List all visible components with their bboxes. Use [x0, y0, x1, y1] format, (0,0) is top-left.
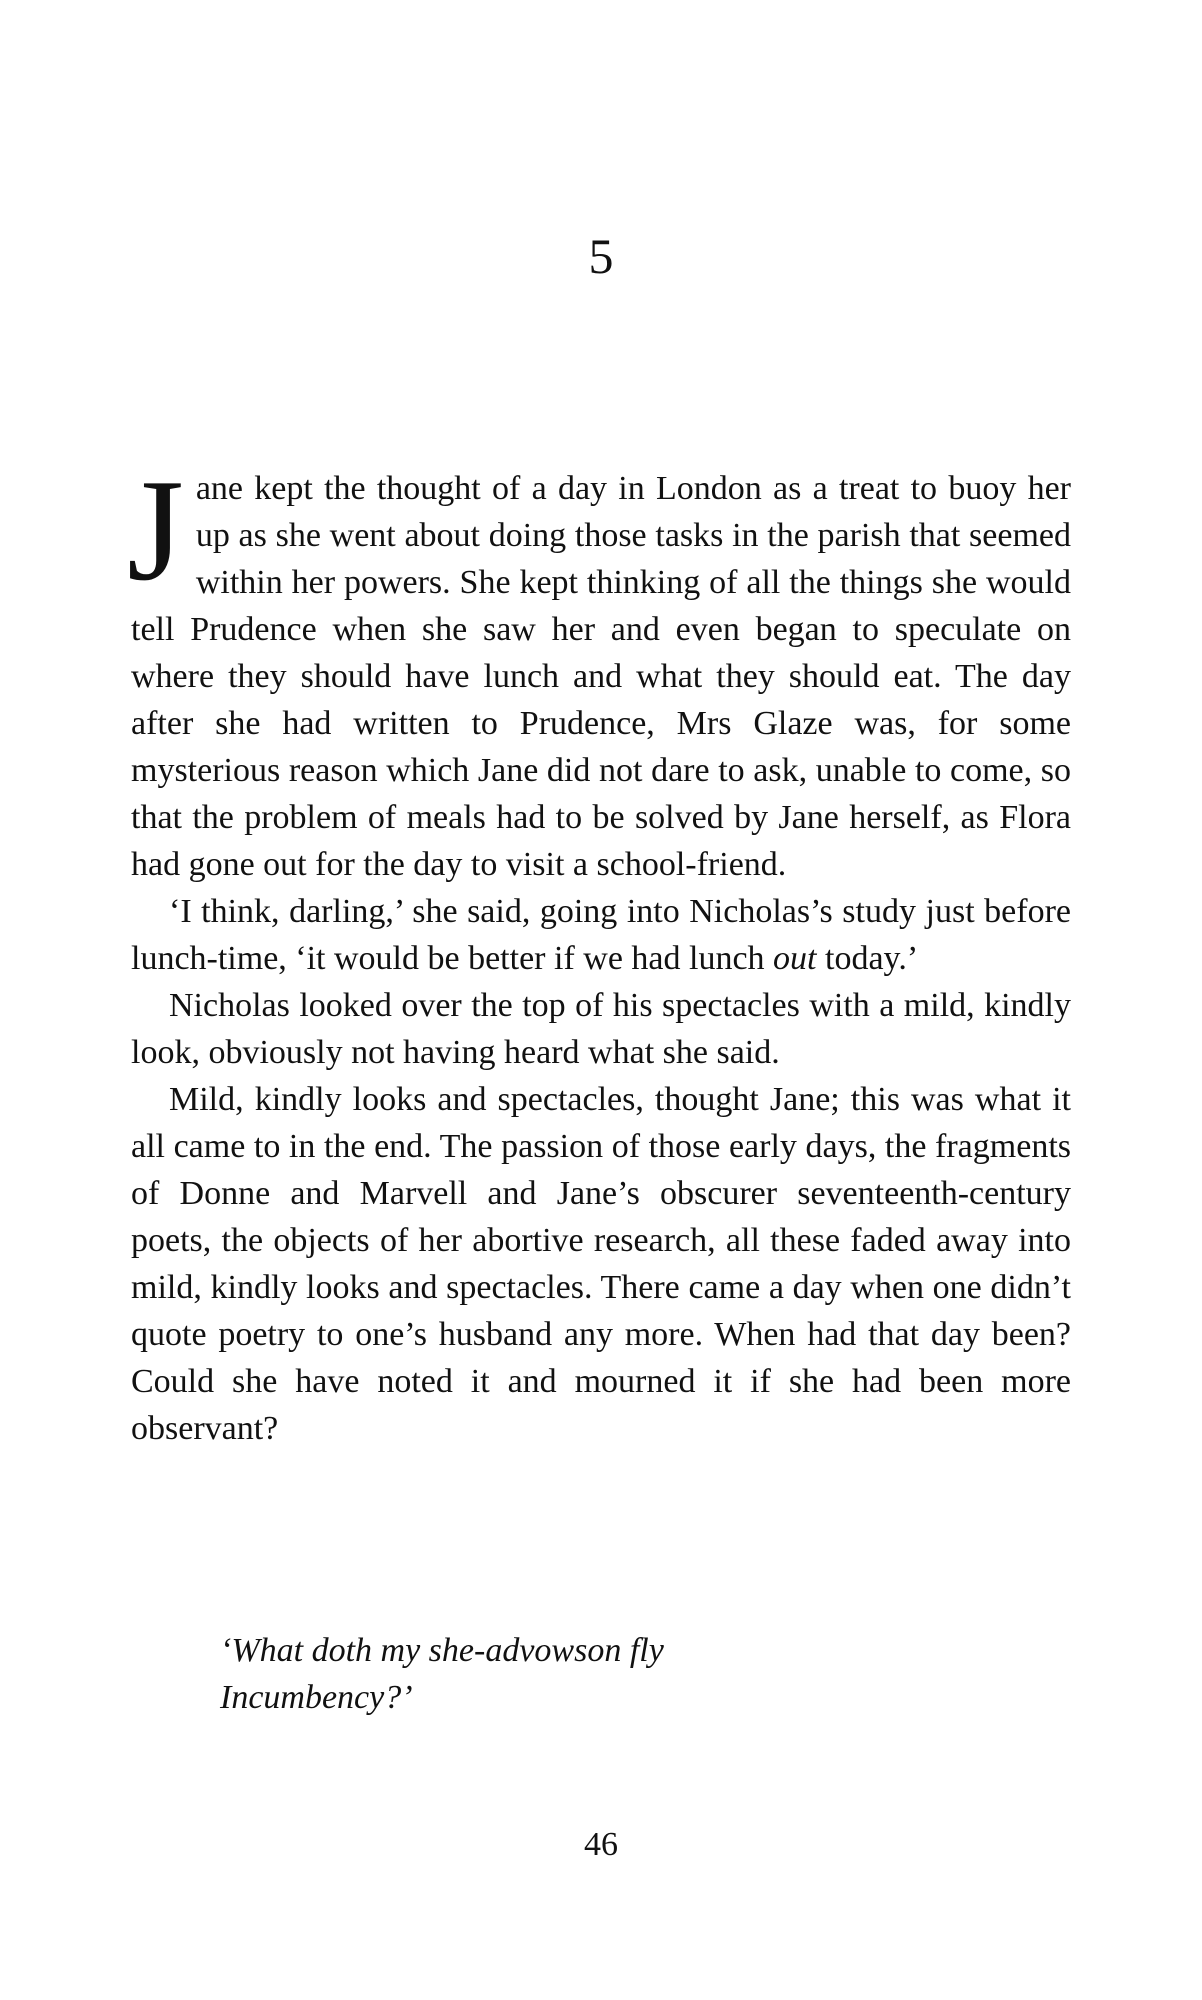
paragraph-1 — [127, 449, 1071, 888]
paragraph-2-text-before: ‘I think, darling,’ she said, going into Nicholas’s study just before lunch-time, ‘it would be better if we had lunch — [131, 893, 1071, 977]
verse-line-1: ‘What doth my she-advowson fly — [220, 1632, 664, 1669]
chapter-number: 5 — [588, 228, 614, 284]
verse-line-2: Incumbency?’ — [220, 1679, 413, 1716]
page-number: 46 — [584, 1826, 618, 1863]
paragraph-2-text-after: today.’ — [816, 940, 919, 977]
paragraph-1-text: ane kept the thought of a day in London as a treat to buoy her up as she went about doing those tasks in the parish that seemed within her powers. She kept thinking of all the things she would tell Prudence when she saw her and even began to speculate on where they should have lunch and what they should eat. The day after she had written to Prudence, Mrs Glaze was, for some mysterious reason which Jane did not dare to ask, unable to come, so that the problem of meals had to be solved by Jane herself, as Flora had gone out for the day to visit a school-friend. — [131, 470, 1071, 883]
paragraph-3: Nicholas looked over the top of his spectacles with a mild, kindly look, obviously not having heard what she said. — [131, 987, 1071, 1071]
drop-cap: J — [127, 449, 184, 611]
chapter-body — [127, 449, 1071, 1452]
paragraph-2 — [131, 888, 1071, 982]
paragraph-2-emphasis: out — [773, 940, 817, 977]
paragraph-4: Mild, kindly looks and spectacles, thought Jane; this was what it all came to in the end. The passion of those early days, the fragments of Donne and Marvell and Jane’s obscurer seventeenth-century poets, the objects of her abortive research, all these faded away into mild, kindly looks and spectacles. There came a day when one didn’t quote poetry to one’s husband any more. When had that day been? Could she have noted it and mourned it if she had been more observant? — [131, 1081, 1071, 1447]
verse-quotation — [220, 1627, 920, 1721]
